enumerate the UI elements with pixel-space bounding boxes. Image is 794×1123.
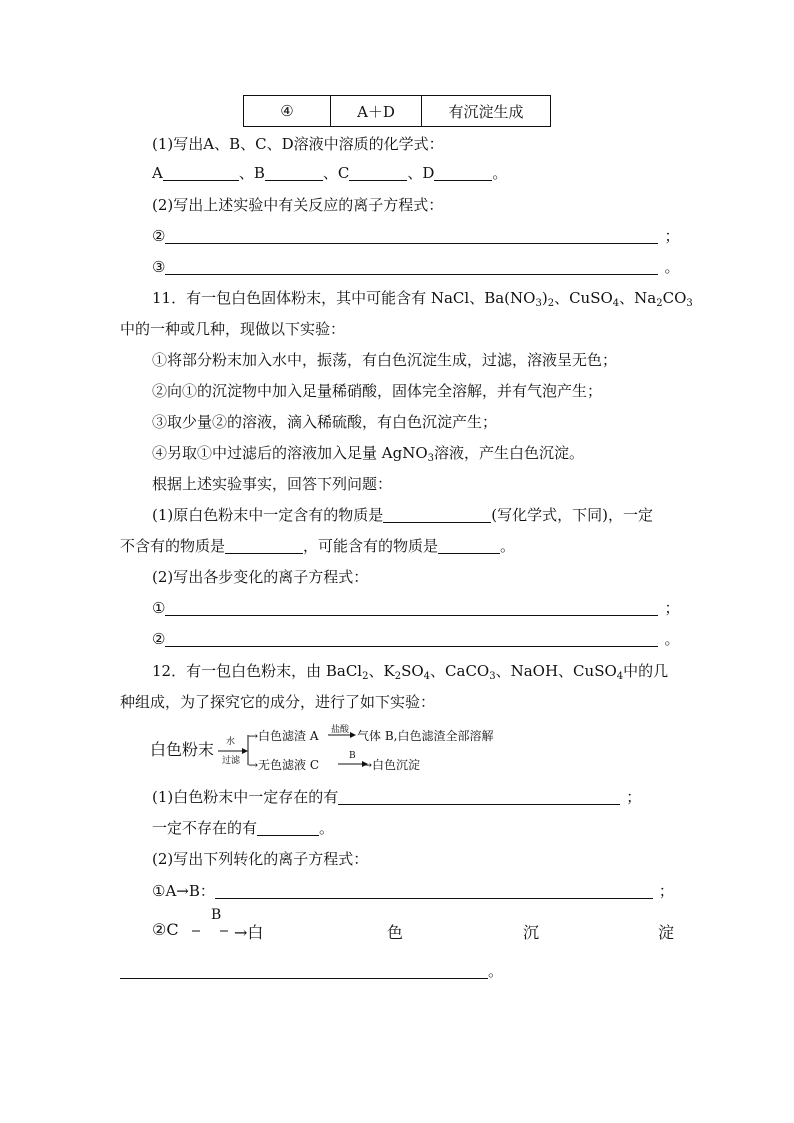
reaction-arrow-b <box>190 920 240 942</box>
answer-blank-not[interactable] <box>225 537 303 554</box>
diagram-upper-branch: →白色滤渣 A <box>248 729 319 743</box>
q11-step-1: ①将部分粉末加入水中，振荡，有白色沉淀生成，过滤，溶液呈无色； <box>152 351 618 369</box>
diagram-water-label: 水 <box>226 737 236 747</box>
reaction-table <box>243 95 551 127</box>
q11-part2-prompt: (2)写出各步变化的离子方程式： <box>152 568 369 586</box>
q12-intro-line2: 种组成，为了探究它的成分，进行了如下实验： <box>120 693 436 711</box>
table-cell-result: 有沉淀生成 <box>422 96 551 127</box>
q10-equation-2: ② ； <box>152 227 680 245</box>
equation-blank-q11-1[interactable] <box>165 599 658 616</box>
diagram-acid-label: 盐酸 <box>331 725 350 735</box>
q11-step-2: ②向①的沉淀物中加入足量稀硝酸，固体完全溶解，并有气泡产生； <box>152 382 603 400</box>
q11-ask: 根据上述实验事实，回答下列问题： <box>152 475 393 493</box>
q12-equation-2-blank-line: 。 <box>120 960 503 981</box>
spread-word-2: 沉 <box>523 923 540 942</box>
q11-equation-1: ① ； <box>152 599 680 617</box>
equation-blank-q12-1[interactable] <box>215 882 653 899</box>
answer-blank-b[interactable] <box>265 164 323 181</box>
table-row <box>244 96 551 127</box>
q11-intro-line2: 中的一种或几种，现做以下实验： <box>120 320 346 338</box>
q11-step-4: ④另取①中过滤后的溶液加入足量 AgNO$_3$溶液，产生白色沉淀。 <box>152 444 585 464</box>
table-cell-pair: A＋D <box>331 96 422 127</box>
q12-equation-2-label: ②C <box>152 920 179 939</box>
q10-part1-prompt: (1)写出A、B、C、D溶液中溶质的化学式： <box>152 135 444 153</box>
q10-part2-prompt: (2)写出上述实验中有关反应的离子方程式： <box>152 196 444 214</box>
diagram-lower-result: →白色沉淀 <box>362 758 421 772</box>
spread-word-1: 色 <box>387 923 404 942</box>
answer-blank-d[interactable] <box>434 164 492 181</box>
q12-part1-line2: 一定不存在的有 。 <box>152 819 335 837</box>
q12-equation-1: ①A→B： ； <box>152 882 674 900</box>
q11-step-3: ③取少量②的溶液，滴入稀硫酸，有白色沉淀产生； <box>152 413 498 431</box>
spread-word-3: 淀 <box>658 923 675 942</box>
answer-blank-maybe[interactable] <box>438 537 500 554</box>
diagram-lower-branch: →无色滤液 C <box>248 758 320 772</box>
diagram-filter-label: 过滤 <box>222 756 241 766</box>
equation-blank-q11-2[interactable] <box>165 630 658 647</box>
q12-intro: 12．有一包白色粉末，由 BaCl$_2$、$K_2SO_4$、CaCO$_3$、NaOH、CuSO$_4$中的几 <box>152 662 669 682</box>
diagram-start: 白色粉末 <box>150 740 215 759</box>
equation-blank-3[interactable] <box>165 258 658 275</box>
reaction-arrow-b-label: B <box>211 907 222 923</box>
q10-part1-answers: A 、B 、C 、D 。 <box>152 164 508 182</box>
q12-part2-prompt: (2)写出下列转化的离子方程式： <box>152 850 369 868</box>
q12-part1: (1)白色粉末中一定存在的有 ； <box>152 788 642 806</box>
answer-blank-exists[interactable] <box>338 788 620 805</box>
q11-part1-line2: 不含有的物质是 ，可能含有的物质是 。 <box>120 537 516 555</box>
flow-diagram <box>150 722 570 778</box>
q10-equation-3: ③ 。 <box>152 258 680 276</box>
equation-blank-q12-2[interactable] <box>120 962 488 979</box>
diagram-b-label: B <box>349 751 356 761</box>
table-cell-number: ④ <box>244 96 331 127</box>
answer-blank-must[interactable] <box>383 506 491 523</box>
answer-blank-not-exists[interactable] <box>257 819 319 836</box>
answer-blank-c[interactable] <box>349 164 407 181</box>
equation-blank-2[interactable] <box>165 227 658 244</box>
diagram-upper-result: 气体 B,白色滤渣全部溶解 <box>357 729 494 743</box>
q12-equation-2-product: →白 <box>234 923 264 942</box>
answer-blank-a[interactable] <box>163 164 239 181</box>
q11-part1: (1)原白色粉末中一定含有的物质是 (写化学式，下同)，一定 <box>152 506 653 524</box>
q11-equation-2: ② 。 <box>152 630 680 648</box>
q11-intro: 11．有一包白色固体粉末，其中可能含有 NaCl、$Ba(NO_3)_2$、CuSO$_4$、$Na_2CO_3$ <box>152 289 693 309</box>
